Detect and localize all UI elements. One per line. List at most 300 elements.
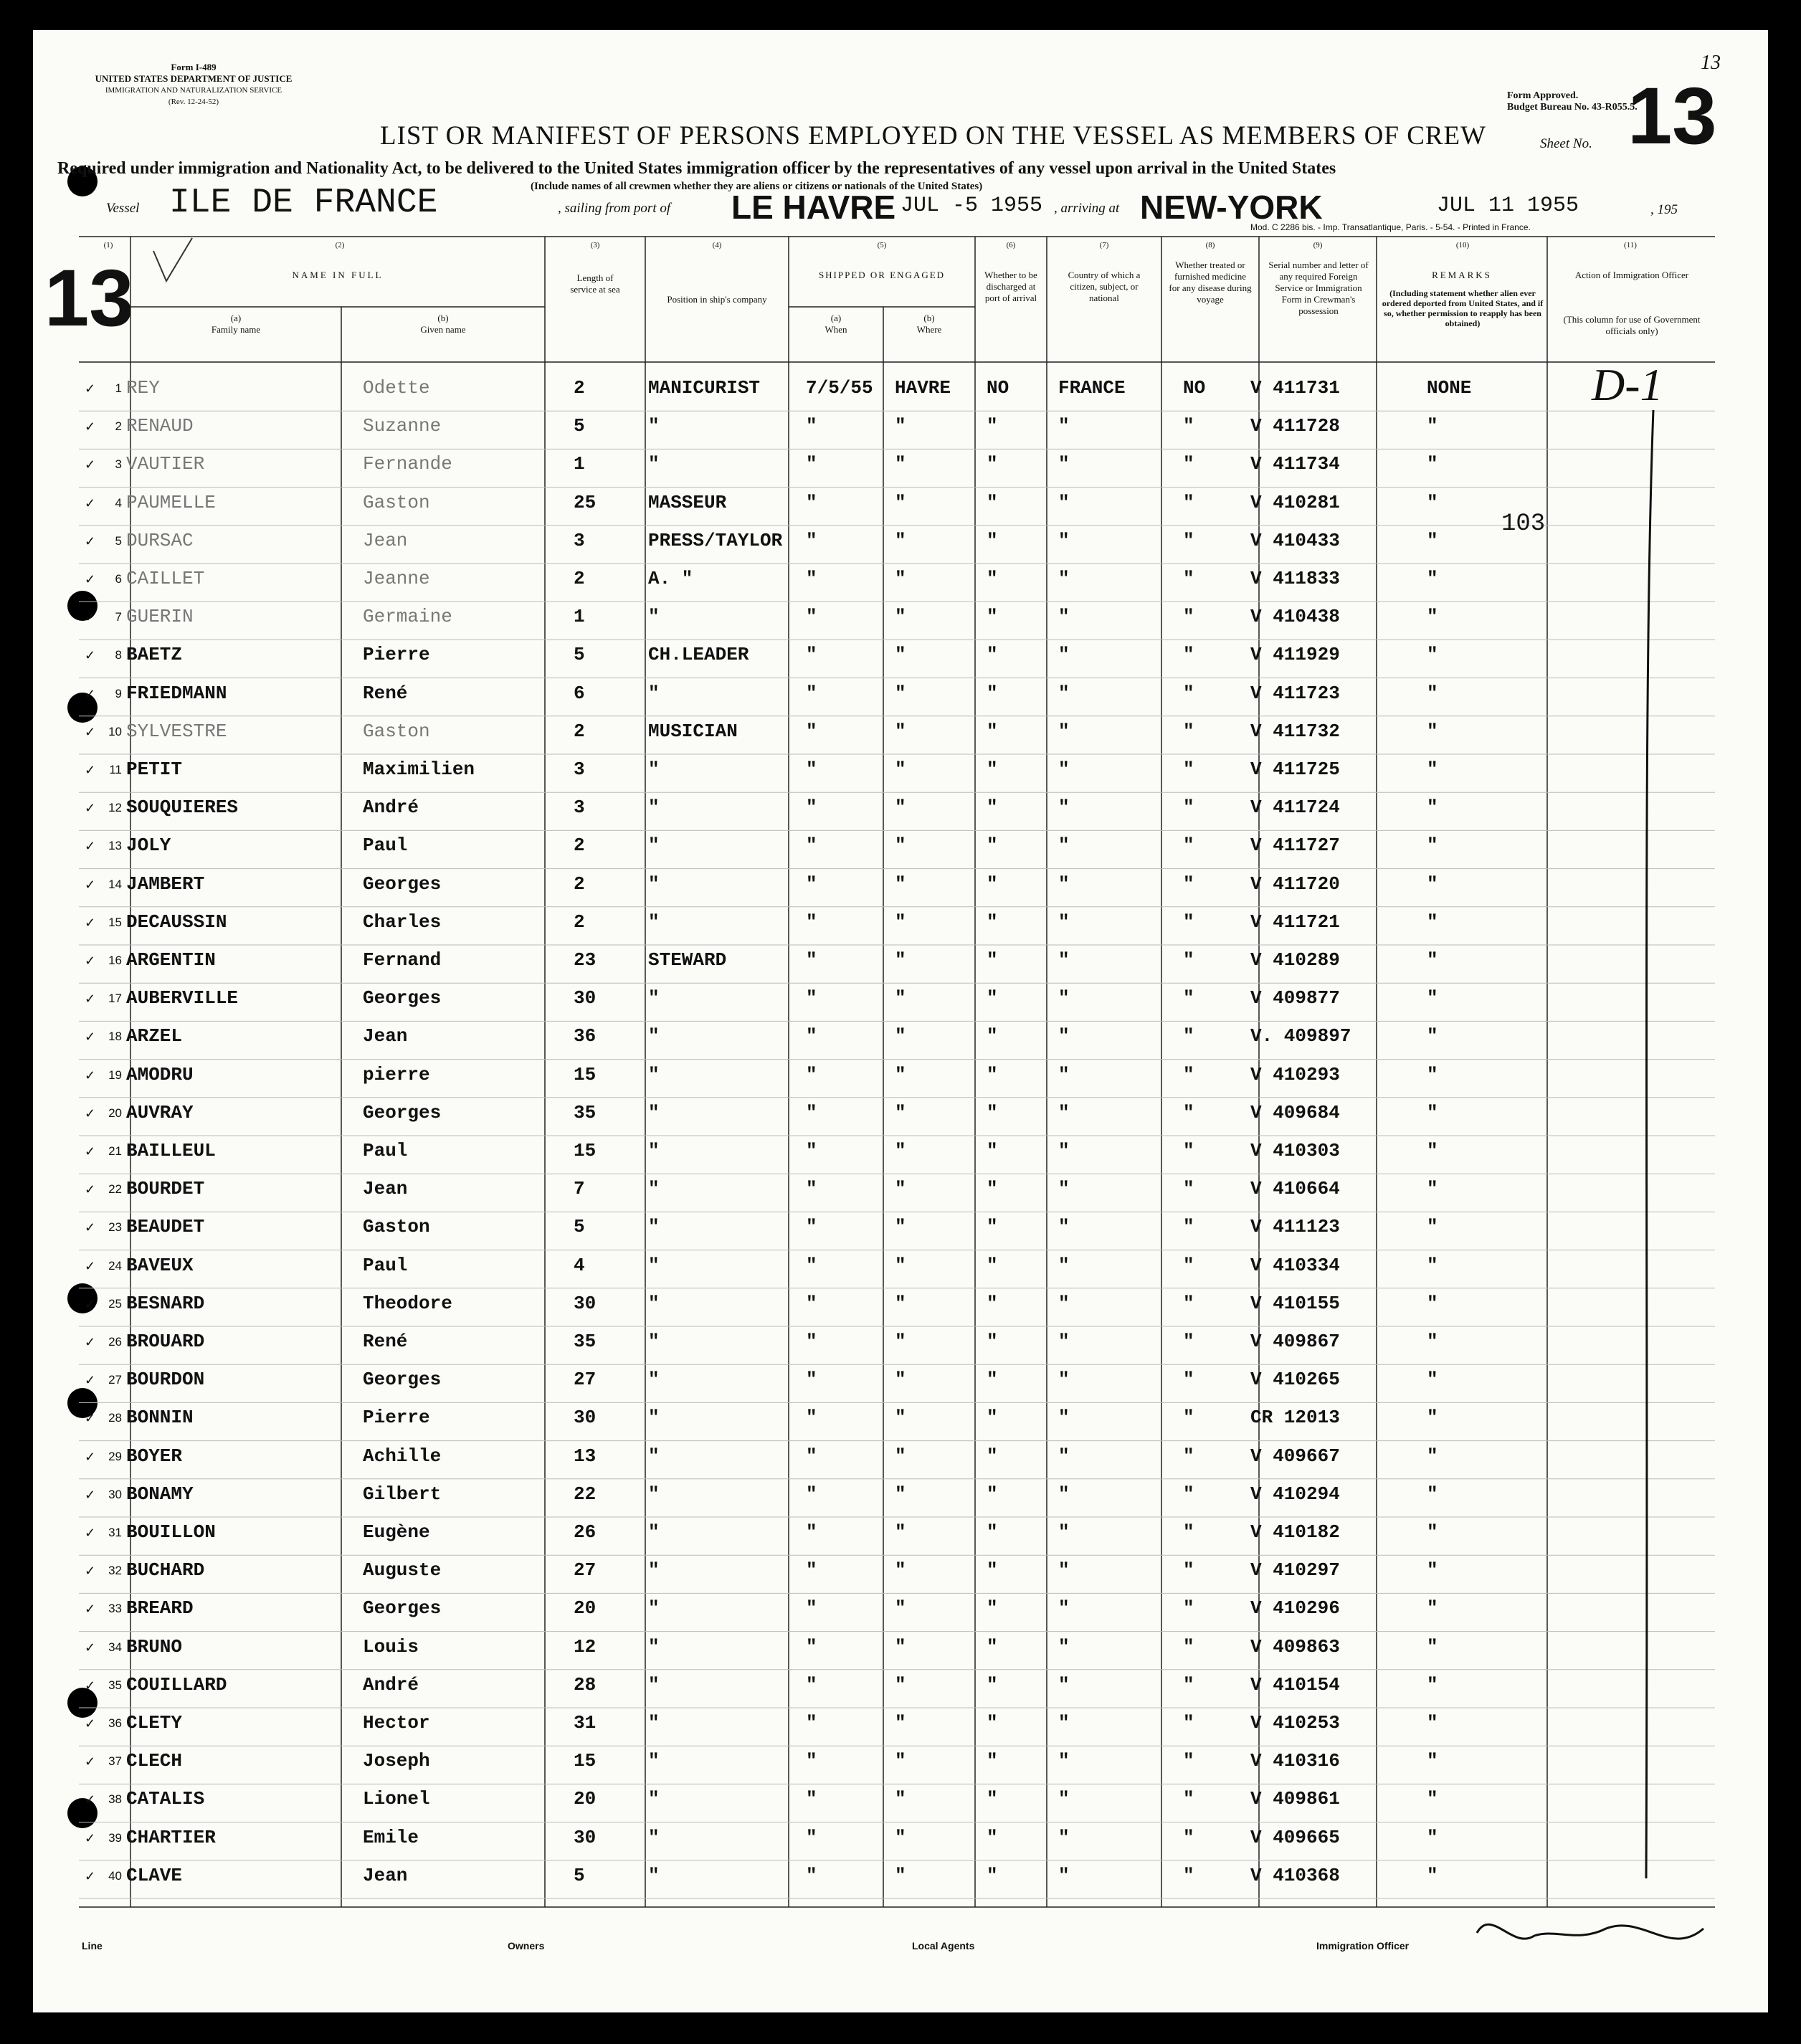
when-cell: " bbox=[806, 1597, 817, 1620]
length-cell: 25 bbox=[574, 491, 597, 513]
remarks-cell: " bbox=[1427, 1178, 1438, 1200]
medicine-cell: " bbox=[1183, 1445, 1194, 1467]
where-cell: " bbox=[895, 453, 906, 475]
country-cell: " bbox=[1058, 1369, 1070, 1391]
country-cell: " bbox=[1058, 759, 1070, 780]
where-cell: " bbox=[895, 1559, 906, 1582]
given-name-cell: Odette bbox=[363, 377, 430, 399]
when-cell: " bbox=[806, 1331, 817, 1352]
medicine-cell: " bbox=[1183, 1521, 1194, 1543]
serial-cell: V 409665 bbox=[1250, 1826, 1340, 1848]
length-cell: 20 bbox=[574, 1788, 597, 1810]
serial-cell: V 411721 bbox=[1250, 911, 1340, 933]
row-number: 29 bbox=[108, 1449, 122, 1463]
check-mark-icon: ✓ bbox=[85, 954, 96, 968]
row-number: 21 bbox=[108, 1144, 122, 1158]
given-name-cell: René bbox=[363, 1331, 408, 1352]
length-cell: 3 bbox=[574, 759, 585, 780]
where-cell: " bbox=[895, 1407, 906, 1429]
when-cell: " bbox=[806, 1292, 817, 1314]
discharged-cell: NO bbox=[987, 377, 1009, 399]
remarks-cell: " bbox=[1427, 1483, 1438, 1505]
check-mark-icon: ✓ bbox=[85, 839, 96, 854]
discharged-cell: " bbox=[987, 835, 998, 857]
position-cell: " bbox=[648, 759, 660, 780]
discharged-cell: " bbox=[987, 682, 998, 704]
col-number: (11) bbox=[1624, 241, 1637, 249]
row-number: 12 bbox=[108, 801, 122, 815]
when-cell: " bbox=[806, 1369, 817, 1391]
row-number: 22 bbox=[108, 1182, 122, 1197]
when-cell: " bbox=[806, 1216, 817, 1238]
given-name-cell: Fernande bbox=[363, 453, 452, 475]
country-cell: " bbox=[1058, 1063, 1070, 1085]
family-name-cell: PAUMELLE bbox=[126, 491, 216, 513]
family-name-cell: CHARTIER bbox=[126, 1826, 216, 1848]
budget-bureau-label: Budget Bureau No. 43-R055.5. bbox=[1507, 102, 1638, 113]
medicine-cell: " bbox=[1183, 911, 1194, 933]
family-name-cell: JOLY bbox=[126, 835, 171, 857]
sheet-number: 13 bbox=[1627, 71, 1717, 161]
position-cell: " bbox=[648, 1101, 660, 1123]
where-cell: " bbox=[895, 1254, 906, 1276]
where-cell: " bbox=[895, 1331, 906, 1352]
medicine-cell: " bbox=[1183, 987, 1194, 1009]
discharged-cell: " bbox=[987, 1750, 998, 1772]
serial-cell: V 410438 bbox=[1250, 606, 1340, 628]
where-cell: " bbox=[895, 911, 906, 933]
check-mark-icon: ✓ bbox=[85, 1449, 96, 1464]
sheet-label: Sheet No. bbox=[1540, 136, 1592, 151]
position-cell: " bbox=[648, 1445, 660, 1467]
discharged-cell: " bbox=[987, 987, 998, 1009]
medicine-cell: " bbox=[1183, 491, 1194, 513]
medicine-cell: " bbox=[1183, 1216, 1194, 1238]
serial-cell: V 410296 bbox=[1250, 1597, 1340, 1620]
when-cell: " bbox=[806, 1559, 817, 1582]
page-title: LIST OR MANIFEST OF PERSONS EMPLOYED ON THE VESSEL AS MEMBERS OF CREW bbox=[380, 121, 1487, 151]
serial-cell: V 410334 bbox=[1250, 1254, 1340, 1276]
discharged-cell: " bbox=[987, 1788, 998, 1810]
page-subtitle: Required under immigration and Nationality Act, to be delivered to the United States immigration officer by the representatives of any vessel upon arrival in the United States bbox=[57, 159, 1336, 178]
position-cell: " bbox=[648, 1254, 660, 1276]
medicine-cell: " bbox=[1183, 1597, 1194, 1620]
position-cell: MANICURIST bbox=[648, 377, 761, 399]
row-number: 9 bbox=[115, 686, 122, 700]
given-name-cell: Theodore bbox=[363, 1292, 452, 1314]
where-cell: " bbox=[895, 873, 906, 895]
row-number: 24 bbox=[108, 1258, 122, 1273]
country-cell: " bbox=[1058, 1178, 1070, 1200]
country-cell: " bbox=[1058, 873, 1070, 895]
remarks-cell: " bbox=[1427, 1216, 1438, 1238]
country-cell: " bbox=[1058, 1407, 1070, 1429]
where-cell: " bbox=[895, 682, 906, 704]
discharged-cell: " bbox=[987, 759, 998, 780]
family-name-header: (a) Family name bbox=[211, 313, 261, 335]
serial-cell: V 411720 bbox=[1250, 873, 1340, 895]
family-name-cell: GUERIN bbox=[126, 606, 194, 628]
when-cell: " bbox=[806, 1025, 817, 1047]
serial-cell: V 410281 bbox=[1250, 491, 1340, 513]
when-cell: 7/5/55 bbox=[806, 377, 873, 399]
row-number: 30 bbox=[108, 1487, 122, 1501]
check-mark-icon: ✓ bbox=[85, 1296, 96, 1311]
given-name-cell: Paul bbox=[363, 1140, 408, 1161]
col-number: (4) bbox=[712, 241, 722, 249]
medicine-cell: " bbox=[1183, 1864, 1194, 1886]
where-cell: " bbox=[895, 529, 906, 551]
given-name-cell: André bbox=[363, 797, 419, 819]
row-number: 2 bbox=[115, 419, 122, 434]
position-cell: " bbox=[648, 987, 660, 1009]
vessel-name: ILE DE FRANCE bbox=[169, 184, 438, 222]
family-name-cell: BOURDON bbox=[126, 1369, 205, 1391]
length-cell: 2 bbox=[574, 568, 585, 589]
remarks-cell: " bbox=[1427, 1101, 1438, 1123]
position-cell: " bbox=[648, 1483, 660, 1505]
medicine-cell: " bbox=[1183, 1483, 1194, 1505]
check-mark-icon: ✓ bbox=[85, 1373, 96, 1388]
col-number: (2) bbox=[335, 241, 345, 249]
row-number: 13 bbox=[108, 839, 122, 853]
family-name-cell: AUVRAY bbox=[126, 1101, 194, 1123]
serial-cell: V 409863 bbox=[1250, 1635, 1340, 1658]
position-cell: " bbox=[648, 682, 660, 704]
where-cell: " bbox=[895, 1712, 906, 1734]
medicine-cell: " bbox=[1183, 1025, 1194, 1047]
length-cell: 22 bbox=[574, 1483, 597, 1505]
remarks-cell: " bbox=[1427, 1750, 1438, 1772]
medicine-cell: " bbox=[1183, 1292, 1194, 1314]
given-name-cell: Georges bbox=[363, 1101, 442, 1123]
remarks-cell: " bbox=[1427, 1597, 1438, 1620]
position-cell: " bbox=[648, 873, 660, 895]
remarks-cell: " bbox=[1427, 911, 1438, 933]
length-cell: 31 bbox=[574, 1712, 597, 1734]
footer-line-label: Line bbox=[82, 1940, 103, 1952]
given-name-cell: René bbox=[363, 682, 408, 704]
row-number: 14 bbox=[108, 877, 122, 891]
length-cell: 5 bbox=[574, 1864, 585, 1886]
check-mark-icon: ✓ bbox=[85, 1068, 96, 1083]
family-name-cell: CLECH bbox=[126, 1750, 183, 1772]
family-name-cell: BROUARD bbox=[126, 1331, 205, 1352]
where-cell: " bbox=[895, 720, 906, 742]
country-cell: FRANCE bbox=[1058, 377, 1126, 399]
serial-cell: V 410154 bbox=[1250, 1673, 1340, 1696]
footer-agents-label: Local Agents bbox=[912, 1940, 975, 1952]
vessel-label: Vessel bbox=[106, 201, 140, 216]
col-number: (5) bbox=[877, 241, 887, 249]
serial-cell: V. 409897 bbox=[1250, 1025, 1351, 1047]
remarks-cell: " bbox=[1427, 606, 1438, 628]
medicine-cell: " bbox=[1183, 1178, 1194, 1200]
family-name-cell: BREARD bbox=[126, 1597, 194, 1620]
position-cell: " bbox=[648, 1292, 660, 1314]
discharged-cell: " bbox=[987, 1597, 998, 1620]
remarks-cell: " bbox=[1427, 1712, 1438, 1734]
discharged-cell: " bbox=[987, 415, 998, 437]
length-cell: 26 bbox=[574, 1521, 597, 1543]
discharged-cell: " bbox=[987, 491, 998, 513]
position-cell: " bbox=[648, 1712, 660, 1734]
position-cell: CH.LEADER bbox=[648, 644, 749, 666]
check-mark-icon: ✓ bbox=[85, 1830, 96, 1845]
position-cell: " bbox=[648, 1673, 660, 1696]
length-cell: 30 bbox=[574, 1826, 597, 1848]
arrival-date-stamp: JUL 11 1955 bbox=[1437, 194, 1579, 218]
country-cell: " bbox=[1058, 987, 1070, 1009]
country-cell: " bbox=[1058, 1101, 1070, 1123]
medicine-cell: " bbox=[1183, 415, 1194, 437]
discharged-cell: " bbox=[987, 1331, 998, 1352]
when-cell: " bbox=[806, 1864, 817, 1886]
position-cell: " bbox=[648, 797, 660, 819]
medicine-cell: " bbox=[1183, 453, 1194, 475]
given-name-cell: Emile bbox=[363, 1826, 419, 1848]
serial-cell: V 409861 bbox=[1250, 1788, 1340, 1810]
length-cell: 36 bbox=[574, 1025, 597, 1047]
name-in-full-header: NAME IN FULL bbox=[292, 270, 384, 280]
given-name-cell: Lionel bbox=[363, 1788, 430, 1810]
footer-owners-label: Owners bbox=[508, 1940, 545, 1952]
position-cell: " bbox=[648, 1331, 660, 1352]
country-cell: " bbox=[1058, 911, 1070, 933]
row-number: 32 bbox=[108, 1564, 122, 1578]
length-cell: 20 bbox=[574, 1597, 597, 1620]
family-name-cell: PETIT bbox=[126, 759, 183, 780]
discharged-cell: " bbox=[987, 1407, 998, 1429]
country-cell: " bbox=[1058, 1216, 1070, 1238]
remarks-note: (Including statement whether alien ever ordered deported from United States, and if so, whether permission to reapply has been obtained) bbox=[1382, 288, 1544, 328]
row-number: 28 bbox=[108, 1411, 122, 1425]
remarks-cell: " bbox=[1427, 835, 1438, 857]
serial-cell: V 410293 bbox=[1250, 1063, 1340, 1085]
position-cell: " bbox=[648, 415, 660, 437]
given-name-cell: Georges bbox=[363, 987, 442, 1009]
discharged-cell: " bbox=[987, 1140, 998, 1161]
col-number: (3) bbox=[590, 241, 600, 249]
position-cell: " bbox=[648, 1216, 660, 1238]
row-number: 17 bbox=[108, 992, 122, 1006]
family-name-cell: BAILLEUL bbox=[126, 1140, 216, 1161]
given-name-cell: Pierre bbox=[363, 1407, 430, 1429]
when-cell: " bbox=[806, 453, 817, 475]
serial-cell: V 411725 bbox=[1250, 759, 1340, 780]
when-cell: " bbox=[806, 987, 817, 1009]
length-cell: 30 bbox=[574, 1407, 597, 1429]
country-cell: " bbox=[1058, 568, 1070, 589]
medicine-cell: " bbox=[1183, 682, 1194, 704]
discharged-cell: " bbox=[987, 1063, 998, 1085]
given-name-cell: Joseph bbox=[363, 1750, 430, 1772]
when-cell: " bbox=[806, 949, 817, 971]
when-cell: " bbox=[806, 911, 817, 933]
length-cell: 15 bbox=[574, 1750, 597, 1772]
serial-cell: V 410664 bbox=[1250, 1178, 1340, 1200]
check-mark-icon: ✓ bbox=[85, 1602, 96, 1617]
when-cell: " bbox=[806, 1063, 817, 1085]
given-name-cell: Achille bbox=[363, 1445, 442, 1467]
serial-cell: V 409667 bbox=[1250, 1445, 1340, 1467]
position-cell: " bbox=[648, 1407, 660, 1429]
departure-port: LE HAVRE bbox=[731, 189, 896, 226]
year-suffix: , 195 bbox=[1650, 202, 1678, 217]
discharged-cell: " bbox=[987, 1369, 998, 1391]
given-name-cell: Jean bbox=[363, 1025, 408, 1047]
discharged-cell: " bbox=[987, 568, 998, 589]
remarks-cell: " bbox=[1427, 1254, 1438, 1276]
country-cell: " bbox=[1058, 1559, 1070, 1582]
position-cell: A. " bbox=[648, 568, 693, 589]
country-cell: " bbox=[1058, 1445, 1070, 1467]
shipped-header: SHIPPED OR ENGAGED bbox=[818, 270, 946, 280]
serial-cell: V 411833 bbox=[1250, 568, 1340, 589]
position-cell: " bbox=[648, 1826, 660, 1848]
discharged-cell: " bbox=[987, 720, 998, 742]
check-mark-icon: ✓ bbox=[85, 1868, 96, 1883]
check-mark-icon: ✓ bbox=[85, 1220, 96, 1235]
where-cell: " bbox=[895, 1025, 906, 1047]
country-cell: " bbox=[1058, 1025, 1070, 1047]
medicine-cell: " bbox=[1183, 949, 1194, 971]
serial-cell: V 411727 bbox=[1250, 835, 1340, 857]
discharged-cell: " bbox=[987, 1445, 998, 1467]
country-cell: " bbox=[1058, 491, 1070, 513]
family-name-cell: SYLVESTRE bbox=[126, 720, 227, 742]
when-cell: " bbox=[806, 1254, 817, 1276]
service-name: IMMIGRATION AND NATURALIZATION SERVICE bbox=[105, 86, 282, 95]
serial-cell: V 411731 bbox=[1250, 377, 1340, 399]
length-cell: 15 bbox=[574, 1140, 597, 1161]
remarks-cell: " bbox=[1427, 1292, 1438, 1314]
discharged-cell: " bbox=[987, 1521, 998, 1543]
country-cell: " bbox=[1058, 1712, 1070, 1734]
when-cell: " bbox=[806, 1178, 817, 1200]
serial-cell: V 410253 bbox=[1250, 1712, 1340, 1734]
serial-cell: V 411929 bbox=[1250, 644, 1340, 666]
remarks-cell: NONE bbox=[1427, 377, 1472, 399]
family-name-cell: SOUQUIERES bbox=[126, 797, 239, 819]
row-number: 26 bbox=[108, 1335, 122, 1349]
remarks-cell: " bbox=[1427, 1864, 1438, 1886]
medicine-cell: " bbox=[1183, 1788, 1194, 1810]
country-cell: " bbox=[1058, 682, 1070, 704]
when-cell: " bbox=[806, 606, 817, 628]
col-number: (9) bbox=[1313, 241, 1323, 249]
row-number: 5 bbox=[115, 533, 122, 548]
family-name-cell: BONAMY bbox=[126, 1483, 194, 1505]
remarks-cell: " bbox=[1427, 1140, 1438, 1161]
given-name-cell: Jean bbox=[363, 1864, 408, 1886]
remarks-cell: " bbox=[1427, 949, 1438, 971]
position-cell: " bbox=[648, 1178, 660, 1200]
position-cell: " bbox=[648, 1597, 660, 1620]
country-cell: " bbox=[1058, 949, 1070, 971]
country-cell: " bbox=[1058, 1331, 1070, 1352]
country-cell: " bbox=[1058, 835, 1070, 857]
family-name-cell: BRUNO bbox=[126, 1635, 183, 1658]
row-number: 39 bbox=[108, 1830, 122, 1845]
length-cell: 28 bbox=[574, 1673, 597, 1696]
remarks-cell: " bbox=[1427, 415, 1438, 437]
given-name-cell: Charles bbox=[363, 911, 442, 933]
when-cell: " bbox=[806, 1712, 817, 1734]
given-name-cell: Paul bbox=[363, 1254, 408, 1276]
remarks-cell: " bbox=[1427, 1673, 1438, 1696]
medicine-header: Whether treated or furnished medicine for any disease during voyage bbox=[1169, 260, 1252, 305]
country-cell: " bbox=[1058, 529, 1070, 551]
when-cell: " bbox=[806, 1483, 817, 1505]
where-cell: " bbox=[895, 1140, 906, 1161]
country-cell: " bbox=[1058, 797, 1070, 819]
country-cell: " bbox=[1058, 1597, 1070, 1620]
discharged-cell: " bbox=[987, 529, 998, 551]
when-cell: " bbox=[806, 644, 817, 666]
length-cell: 4 bbox=[574, 1254, 585, 1276]
medicine-cell: " bbox=[1183, 606, 1194, 628]
row-number: 16 bbox=[108, 954, 122, 967]
include-note: (Include names of all crewmen whether they are aliens or citizens or nationals of the United States) bbox=[531, 181, 983, 192]
given-name-cell: Louis bbox=[363, 1635, 419, 1658]
serial-header: Serial number and letter of any required Foreign Service or Immigration Form in Crewman's possession bbox=[1268, 260, 1369, 316]
col-number: (10) bbox=[1455, 241, 1470, 249]
where-header: (b) Where bbox=[916, 313, 942, 335]
check-mark-icon: ✓ bbox=[85, 1106, 96, 1121]
given-name-cell: Georges bbox=[363, 873, 442, 895]
when-cell: " bbox=[806, 720, 817, 742]
where-cell: " bbox=[895, 1101, 906, 1123]
length-cell: 3 bbox=[574, 529, 585, 551]
check-mark-icon: ✓ bbox=[85, 610, 96, 625]
given-name-cell: pierre bbox=[363, 1063, 430, 1085]
serial-cell: V 409877 bbox=[1250, 987, 1340, 1009]
country-cell: " bbox=[1058, 1788, 1070, 1810]
check-mark-icon: ✓ bbox=[85, 495, 96, 510]
serial-cell: V 410289 bbox=[1250, 949, 1340, 971]
check-mark-icon: ✓ bbox=[85, 724, 96, 739]
where-cell: " bbox=[895, 415, 906, 437]
where-cell: " bbox=[895, 1597, 906, 1620]
discharged-cell: " bbox=[987, 1216, 998, 1238]
department-name: UNITED STATES DEPARTMENT OF JUSTICE bbox=[95, 73, 293, 84]
where-cell: " bbox=[895, 491, 906, 513]
serial-cell: V 411123 bbox=[1250, 1216, 1340, 1238]
row-number: 3 bbox=[115, 457, 122, 472]
given-name-cell: Hector bbox=[363, 1712, 430, 1734]
printer-note: Mod. C 2286 bis. - Imp. Transatlantique, Paris. - 5-54. - Printed in France. bbox=[1250, 222, 1531, 232]
country-cell: " bbox=[1058, 644, 1070, 666]
row-number: 33 bbox=[108, 1602, 122, 1616]
country-cell: " bbox=[1058, 415, 1070, 437]
given-name-cell: Auguste bbox=[363, 1559, 442, 1582]
family-name-cell: BOURDET bbox=[126, 1178, 205, 1200]
medicine-cell: " bbox=[1183, 1063, 1194, 1085]
check-mark-icon: ✓ bbox=[85, 457, 96, 472]
remarks-cell: " bbox=[1427, 987, 1438, 1009]
col-number: (7) bbox=[1099, 241, 1109, 249]
length-cell: 23 bbox=[574, 949, 597, 971]
medicine-cell: " bbox=[1183, 1635, 1194, 1658]
serial-cell: V 409684 bbox=[1250, 1101, 1340, 1123]
form-number: Form I-489 bbox=[171, 62, 217, 72]
sailing-label: , sailing from port of bbox=[558, 201, 671, 216]
check-mark-icon: ✓ bbox=[85, 1678, 96, 1693]
family-name-cell: CATALIS bbox=[126, 1788, 205, 1810]
family-name-cell: BOUILLON bbox=[126, 1521, 216, 1543]
given-name-cell: Jean bbox=[363, 1178, 408, 1200]
